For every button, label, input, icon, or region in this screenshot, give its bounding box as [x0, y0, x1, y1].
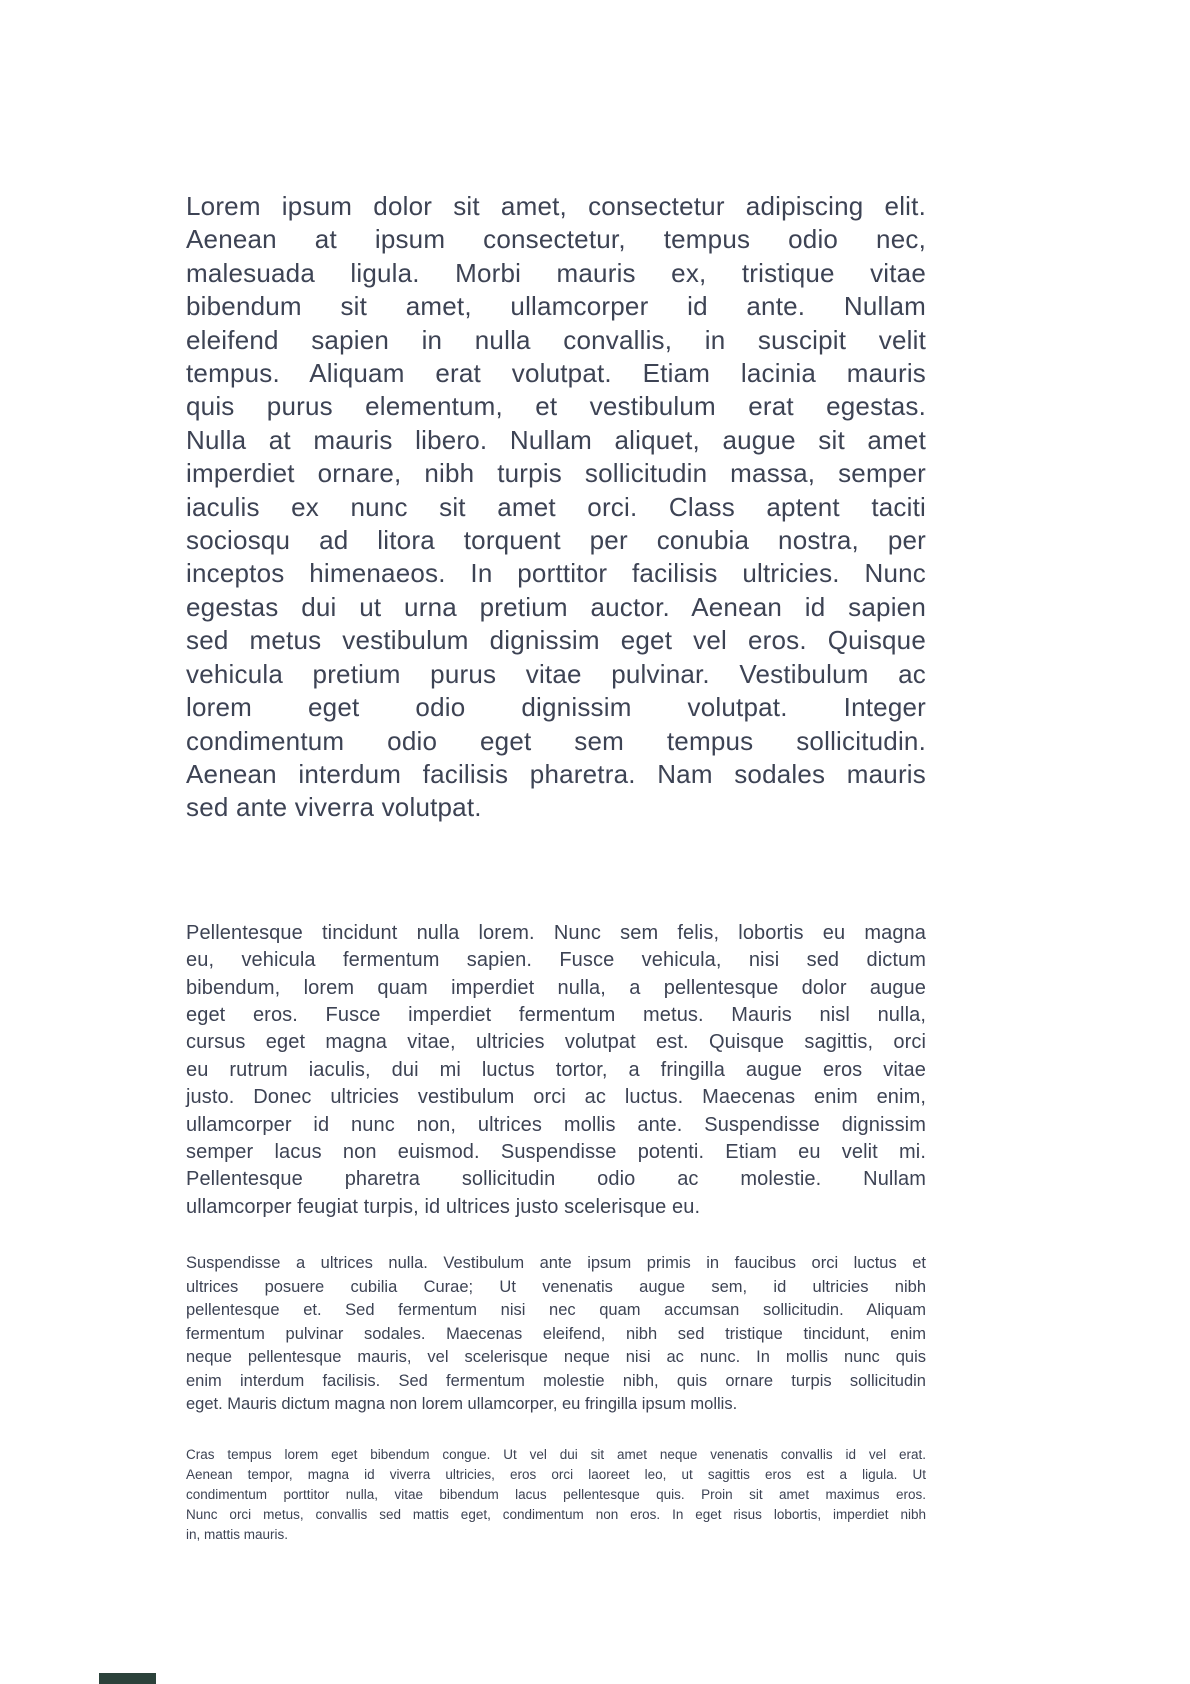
text-line: cursus eget magna vitae, ultricies volutpat est. Quisque sagittis, orci	[186, 1031, 926, 1054]
text-line: condimentum porttitor nulla, vitae bibendum lacus pellentesque quis. Proin sit amet maximus eros.	[186, 1486, 926, 1502]
text-line: Suspendisse a ultrices nulla. Vestibulum ante ipsum primis in faucibus orci luctus et	[186, 1254, 926, 1273]
text-line: bibendum, lorem quam imperdiet nulla, a pellentesque dolor augue	[186, 976, 926, 999]
text-line: eu, vehicula fermentum sapien. Fusce vehicula, nisi sed dictum	[186, 949, 926, 972]
text-line: egestas dui ut urna pretium auctor. Aenean id sapien	[186, 591, 926, 622]
text-line: justo. Donec ultricies vestibulum orci ac luctus. Maecenas enim enim,	[186, 1086, 926, 1109]
text-line: sed ante viverra volutpat.	[186, 792, 482, 823]
text-line: in, mattis mauris.	[186, 1526, 289, 1542]
text-line: Nulla at mauris libero. Nullam aliquet, augue sit amet	[186, 424, 926, 455]
text-line: malesuada ligula. Morbi mauris ex, tristique vitae	[186, 257, 926, 288]
text-line: eu rutrum iaculis, dui mi luctus tortor, a fringilla augue eros vitae	[186, 1058, 926, 1081]
footer-logo-fragment	[99, 1673, 156, 1684]
document-page	[186, 190, 926, 1545]
text-line: fermentum pulvinar sodales. Maecenas eleifend, nibh sed tristique tincidunt, enim	[186, 1324, 926, 1343]
text-line: Pellentesque pharetra sollicitudin odio ac molestie. Nullam	[186, 1168, 926, 1191]
text-line: eget eros. Fusce imperdiet fermentum metus. Mauris nisl nulla,	[186, 1003, 926, 1026]
text-line: Nunc orci metus, convallis sed mattis eget, condimentum non eros. In eget risus lobortis, imperdiet nibh	[186, 1506, 926, 1522]
text-line: Pellentesque tincidunt nulla lorem. Nunc sem felis, lobortis eu magna	[186, 921, 926, 944]
text-line: inceptos himenaeos. In porttitor facilisis ultricies. Nunc	[186, 558, 926, 589]
text-line: Aenean at ipsum consectetur, tempus odio nec,	[186, 224, 926, 255]
text-line: iaculis ex nunc sit amet orci. Class aptent taciti	[186, 491, 926, 522]
text-line: lorem eget odio dignissim volutpat. Integer	[186, 692, 926, 723]
text-line: quis purus elementum, et vestibulum erat egestas.	[186, 391, 926, 422]
text-line: ullamcorper id nunc non, ultrices mollis ante. Suspendisse dignissim	[186, 1113, 926, 1136]
text-line: enim interdum facilisis. Sed fermentum molestie nibh, quis ornare turpis sollicitudin	[186, 1371, 926, 1390]
text-line: eleifend sapien in nulla convallis, in suscipit velit	[186, 324, 926, 355]
text-line: pellentesque et. Sed fermentum nisi nec quam accumsan sollicitudin. Aliquam	[186, 1301, 926, 1320]
text-line: semper lacus non euismod. Suspendisse potenti. Etiam eu velit mi.	[186, 1140, 926, 1163]
paragraph-1	[186, 190, 926, 825]
text-line: imperdiet ornare, nibh turpis sollicitudin massa, semper	[186, 458, 926, 489]
text-line: condimentum odio eget sem tempus sollicitudin.	[186, 725, 926, 756]
paragraph-4	[186, 1445, 926, 1545]
text-line: Lorem ipsum dolor sit amet, consectetur adipiscing elit.	[186, 191, 926, 221]
text-line: vehicula pretium purus vitae pulvinar. Vestibulum ac	[186, 658, 926, 689]
text-line: Cras tempus lorem eget bibendum congue. Ut vel dui sit amet neque venenatis convallis id vel erat.	[186, 1446, 926, 1462]
text-line: Aenean interdum facilisis pharetra. Nam sodales mauris	[186, 758, 926, 789]
text-line: neque pellentesque mauris, vel scelerisque neque nisi ac nunc. In mollis nunc quis	[186, 1348, 926, 1367]
text-line: eget. Mauris dictum magna non lorem ullamcorper, eu fringilla ipsum mollis.	[186, 1395, 738, 1414]
text-line: sociosqu ad litora torquent per conubia nostra, per	[186, 525, 926, 556]
text-line: bibendum sit amet, ullamcorper id ante. Nullam	[186, 291, 926, 322]
paragraph-3	[186, 1252, 926, 1417]
text-line: tempus. Aliquam erat volutpat. Etiam lacinia mauris	[186, 358, 926, 389]
text-line: sed metus vestibulum dignissim eget vel eros. Quisque	[186, 625, 926, 656]
text-line: ullamcorper feugiat turpis, id ultrices justo scelerisque eu.	[186, 1195, 701, 1218]
text-line: ultrices posuere cubilia Curae; Ut venenatis augue sem, id ultricies nibh	[186, 1277, 926, 1296]
text-line: Aenean tempor, magna id viverra ultricies, eros orci laoreet leo, ut sagittis eros est a ligula. Ut	[186, 1466, 926, 1482]
paragraph-2	[186, 920, 926, 1221]
